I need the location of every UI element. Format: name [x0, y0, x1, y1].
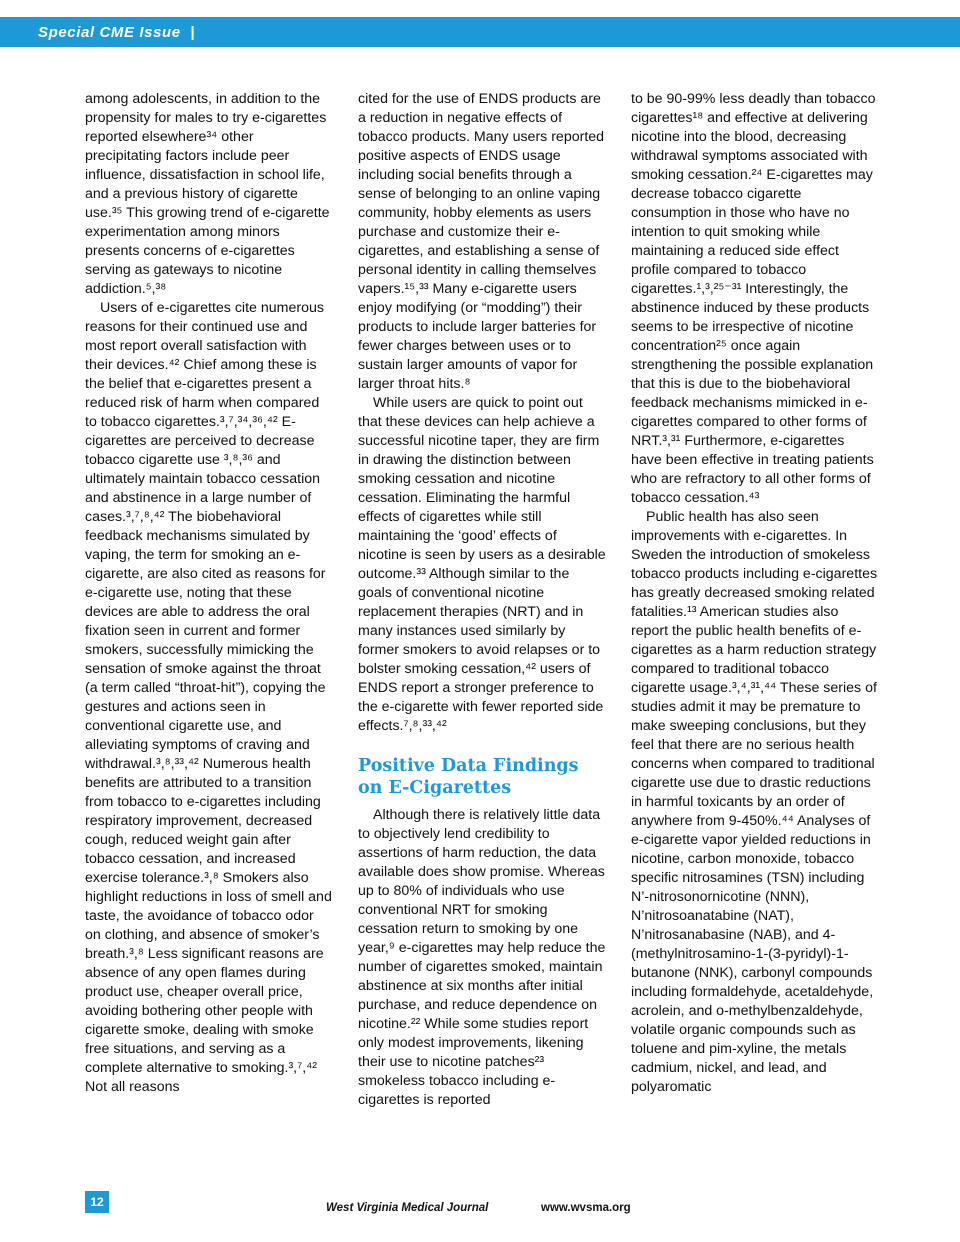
paragraph: Users of e-cigarettes cite numerous reasons for their continued use and most report overall satisfaction with their devices.⁴² Chief among these is the belief that e-cigarettes present a reduced risk of harm when compared to tobacco cigarettes.³,⁷,³⁴,³⁶,⁴² E-cigarettes are perceived to decrease tobacco cigarette use ³,⁸,³⁶ and ultimately maintain tobacco cessation and abstinence in a large number of cases.³,⁷,⁸,⁴² The biobehavioral feedback mechanisms simulated by vaping, the term for smoking an e-cigarette, are also cited as reasons for e-cigarette use, noting that these devices are able to address the oral fixation seen in current and former smokers, successfully mimicking the sensation of smoke against the throat (a term called “throat-hit”), copying the gestures and actions seen in conventional cigarette use, and alleviating symptoms of craving and withdrawal.³,⁸,³³,⁴² Numerous health benefits are attributed to a transition from tobacco to e-cigarettes including respiratory improvement, decreased cough, reduced weight gain after tobacco cessation, and increased exercise tolerance.³,⁸ Smokers also highlight reductions in loss of smell and taste, the avoidance of tobacco odor on clothing, and absence of smoker’s breath.³,⁸ Less significant reasons are absence of any open flames during product use, cheaper overall price, avoiding bothering other people with cigarette smoke, dealing with smoke free situations, and serving as a complete alternative to smoking.³,⁷,⁴² Not all reasons	[85, 300, 332, 1095]
text-column-3	[631, 90, 879, 1097]
header-bar	[0, 17, 960, 47]
paragraph: Although there is relatively little data to objectively lend credibility to assertions of harm reduction, the data available does show promise. Whereas up to 80% of individuals who use conventional NRT for smoking cessation return to smoking by one year,⁹ e-cigarettes may help reduce the number of cigarettes smoked, maintain abstinence at six months after initial purchase, and reduce dependence on nicotine.²² While some studies report only modest improvements, likening their use to nicotine patches²³ smokeless tobacco including e-cigarettes is reported	[358, 807, 606, 1108]
paragraph: among adolescents, in addition to the propensity for males to try e-cigarettes reported elsewhere³⁴ other precipitating factors include peer influence, dissatisfaction in school life, and a previous history of cigarette use.³⁵ This growing trend of e-cigarette experimentation among minors presents concerns of e-cigarettes serving as gateways to nicotine addiction.⁵,³⁸	[85, 91, 330, 297]
header-title: Special CME Issue |	[38, 24, 196, 41]
paragraph: to be 90-99% less deadly than tobacco cigarettes¹⁸ and effective at delivering nicotine into the blood, decreasing withdrawal symptoms associated with smoking cessation.²⁴ E-cigarettes may decrease tobacco cigarette consumption in those who have no intention to quit smoking while maintaining a reduced side effect profile compared to tobacco cigarettes.¹,³,²⁵⁻³¹ Interestingly, the abstinence induced by these products seems to be irrespective of nicotine concentration²⁵ once again strengthening the possible explanation that this is due to the biobehavioral feedback mechanisms mimicked in e-cigarettes compared to other forms of NRT.³,³¹ Furthermore, e-cigarettes have been effective in treating patients who are refractory to all other forms of tobacco cessation.⁴³	[631, 91, 876, 506]
footer-journal-name: West Virginia Medical Journal	[326, 1202, 489, 1214]
page-number: 12	[85, 1191, 109, 1213]
text-column-2	[358, 90, 606, 1110]
paragraph: cited for the use of ENDS products are a reduction in negative effects of tobacco products. Many users reported positive aspects of ENDS usage including social benefits through a sense of belonging to an online vaping community, hobby elements as users purchase and customize their e-cigarettes, and establishing a sense of personal identity in calling themselves vapers.¹⁵,³³ Many e-cigarette users enjoy modifying (or “modding”) their products to include larger batteries for fewer charges between uses or to sustain larger amounts of vapor for larger throat hits.⁸	[358, 91, 605, 392]
footer-website[interactable]: www.wvsma.org	[541, 1202, 631, 1214]
paragraph: While users are quick to point out that these devices can help achieve a successful nicotine taper, they are firm in drawing the distinction between smoking cessation and nicotine cessation. Eliminating the harmful effects of cigarettes while still maintaining the ‘good’ effects of nicotine is seen by users as a desirable outcome.³³ Although similar to the goals of conventional nicotine replacement therapies (NRT) and in many instances used similarly by former smokers to avoid relapses or to bolster smoking cessation,⁴² users of ENDS report a stronger preference to the e-cigarette with fewer reported side effects.⁷,⁸,³³,⁴²	[358, 395, 606, 734]
text-column-1	[85, 90, 333, 1097]
section-heading: Positive Data Findings on E-Cigarettes	[358, 756, 579, 798]
paragraph: Public health has also seen improvements with e-cigarettes. In Sweden the introduction of smokeless tobacco products including e-cigarettes has greatly decreased smoking related fatalities.¹³ American studies also report the public health benefits of e-cigarettes as a harm reduction strategy compared to traditional tobacco cigarette usage.³,⁴,³¹,⁴⁴ These series of studies admit it may be premature to make sweeping conclusions, but they feel that there are no serious health concerns when compared to traditional cigarette use due to drastic reductions in harmful toxicants by an order of anywhere from 9-450%.⁴⁴ Analyses of e-cigarette vapor yielded reductions in nicotine, carbon monoxide, tobacco specific nitrosamines (TSN) including N’-nitrosonornicotine (NNN), N’nitrosoanatabine (NAT), N’nitrosanabasine (NAB), and 4-(methylnitrosamino-1-(3-pyridyl)-1-butanone (NNK), carbonyl compounds including formaldehyde, acetaldehyde, acrolein, and o-methylbenzaldehyde, volatile organic compounds such as toluene and pim-xyline, the metals cadmium, nickel, and lead, and polyaromatic	[631, 509, 878, 1095]
